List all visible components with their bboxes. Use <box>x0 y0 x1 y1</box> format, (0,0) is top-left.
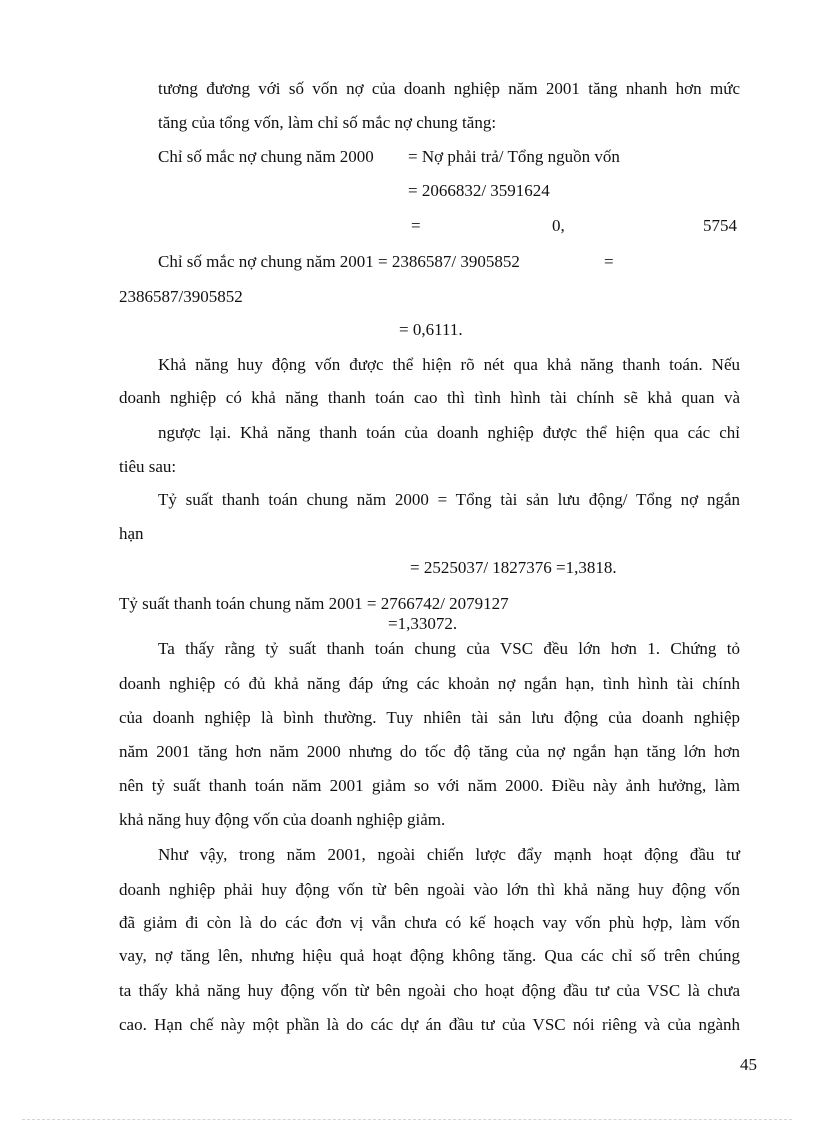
formula-label: Tỷ suất thanh toán chung năm 2001 = 2766742/ 2079127 <box>119 594 509 613</box>
text-line: doanh nghiệp có đủ khả năng đáp ứng các khoản nợ ngắn hạn, tình hình tài chính <box>119 674 740 693</box>
page-number: 45 <box>740 1055 757 1074</box>
text-line: hạn <box>119 524 144 543</box>
text-line: cao. Hạn chế này một phần là do các dự án đầu tư của VSC nói riêng và của ngành <box>119 1015 740 1034</box>
text-line: nên tỷ suất thanh toán năm 2001 giảm so với năm 2000. Điều này ảnh hưởng, làm <box>119 776 740 795</box>
text-line: doanh nghiệp có khả năng thanh toán cao thì tình hình tài chính sẽ khả quan và <box>119 388 740 407</box>
text-line: doanh nghiệp phải huy động vốn từ bên ngoài vào lớn thì khả năng huy động vốn <box>119 880 740 899</box>
text-line: Khả năng huy động vốn được thể hiện rõ nét qua khả năng thanh toán. Nếu <box>158 355 740 374</box>
formula-result: = 2525037/ 1827376 =1,3818. <box>410 558 617 577</box>
text-line: ta thấy khả năng huy động vốn từ bên ngoài cho hoạt động đầu tư của VSC là chưa <box>119 981 740 1000</box>
page-bottom-divider <box>22 1119 792 1120</box>
formula-label: Chỉ số mắc nợ chung năm 2001 = 2386587/ 3905852 <box>158 252 520 271</box>
formula-expression: 0, <box>552 216 565 235</box>
text-line: Ta thấy rằng tỷ suất thanh toán chung của VSC đều lớn hơn 1. Chứng tỏ <box>158 639 740 658</box>
text-line: khả năng huy động vốn của doanh nghiệp giảm. <box>119 810 446 829</box>
formula-label: Tỷ suất thanh toán chung năm 2000 = Tổng tài sản lưu động/ Tổng nợ ngắn <box>158 490 740 509</box>
formula-result: = 0,6111. <box>399 320 463 339</box>
text-line: ngược lại. Khả năng thanh toán của doanh nghiệp được thể hiện qua các chỉ <box>158 423 740 442</box>
text-line: tăng của tổng vốn, làm chỉ số mắc nợ chung tăng: <box>158 113 497 132</box>
text-line: Như vậy, trong năm 2001, ngoài chiến lược đẩy mạnh hoạt động đầu tư <box>158 845 740 864</box>
text-line: năm 2001 tăng hơn năm 2000 nhưng do tốc độ tăng của nợ ngắn hạn tăng lớn hơn <box>119 742 740 761</box>
text-line: tương đương với số vốn nợ của doanh nghiệp năm 2001 tăng nhanh hơn mức <box>158 79 740 98</box>
formula-result: =1,33072. <box>388 614 458 633</box>
text-line: đã giảm đi còn là do các đơn vị vẫn chưa có kế hoạch vay vốn phù hợp, làm vốn <box>119 913 740 932</box>
formula-expression: 2386587/3905852 <box>119 287 243 306</box>
formula-result: 5754 <box>703 216 737 235</box>
text-line: tiêu sau: <box>119 457 177 476</box>
formula-expression: = <box>604 252 614 271</box>
formula-expression: = <box>411 216 421 235</box>
text-line: của doanh nghiệp là bình thường. Tuy nhiên tài sản lưu động của doanh nghiệp <box>119 708 740 727</box>
formula-expression: = 2066832/ 3591624 <box>408 181 550 200</box>
text-line: vay, nợ tăng lên, nhưng hiệu quả hoạt động không tăng. Qua các chỉ số trên chúng <box>119 946 740 965</box>
formula-expression: = Nợ phải trả/ Tổng nguồn vốn <box>408 147 620 166</box>
formula-label: Chỉ số mắc nợ chung năm 2000 <box>158 147 374 166</box>
